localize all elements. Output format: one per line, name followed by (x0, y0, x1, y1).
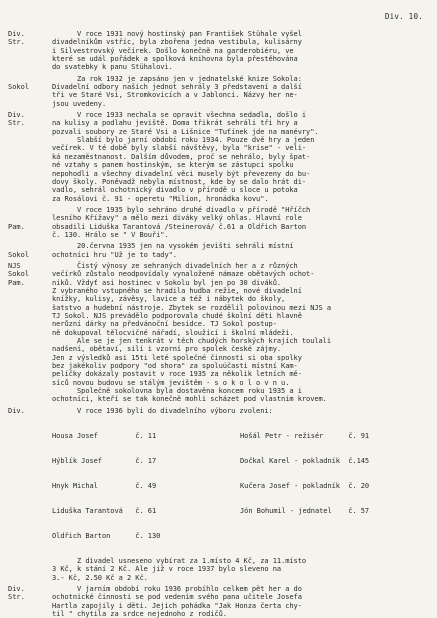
paragraph-committee-1936 (8, 407, 429, 582)
paragraph-text: V jarním období roku 1936 probíhlo celkem pět her a do ochotnické činnosti se pod vedením svého pana učitele Josefa Hartla zapojily i děti. Jejich pohádka "Jak Honza čerta chy- til " chytila za srdce nejednoho z rodičů. (52, 585, 302, 618)
paragraph-1932 (8, 75, 429, 108)
committee-members (52, 415, 429, 557)
paragraph-text: 20.června 1935 jen na vysokém jevišti sehráli místní ochotníci hru "Už je to tady". (52, 242, 294, 259)
committee-member: Dočkal Karel - pokladník č.145 (240, 456, 370, 465)
committee-member: Hošál Petr - režisér č. 91 (240, 431, 370, 440)
committee-member: Jón Bohumil - jednatel č. 57 (240, 506, 370, 515)
page-number: Div. 10. (384, 12, 423, 21)
admission-prices: Z divadel usneseno vybírat za 1.místo 4 Kč, za 11.místo 3 Kč, k stání 2 Kč. Ale již v roce 1937 bylo sleveno na 3.- Kč, 2.50 Kč a 2 Kč. (52, 556, 307, 582)
margin-note: Sokol (8, 250, 30, 259)
committee-member: Housa Josef č. 11 (52, 431, 157, 440)
committee-column-right (240, 415, 369, 557)
committee-member: Oldřich Barton č. 130 (52, 531, 161, 540)
paragraph-text: V roce 1933 nechala se opravit všechna sedadla, došlo i na kulisy a podlahu jeviště. Doma třikrát sehráli tři hry a pozvali soubory ze Staré Vsi a Lišnice "Tuťínek jde na manévry". Slabší bylo jarní období roku 1934. Pouze dvě hry a jeden večírek. V té době byly slabší návštěvy, byla "krise" - veli- ká nezaměstnanost. Dalším důvodem, proč se nehrálo, byly špat- né vztahy s panem hostinským, se kterým se zástupci spolku nepohodli a všechny divadelní věci musely být převezeny do bu- dovy školy. Poněvadž nebyla místnost, kde by se dalo hrát di- vadlo, sehrál ochotnický divadlo v přírodě u sloce u potoka za Rosálovi č. 91 - operetu "Milion, hronádka kovu". (52, 111, 319, 203)
committee-member: Hýblík Josef č. 17 (52, 456, 157, 465)
committee-member: Hnyk Michal č. 49 (52, 481, 157, 490)
paragraph-1931 (8, 30, 429, 72)
paragraph-text: V roce 1935 bylo sehráno druhé divadlo v přírodě "Hříčch lesního Křížavy" a mělo mezi diváky velký ohlas. Hlavní role obsadili Liduška Tarantová /Steinerová/ č.61 a Oldřich Barton č. 130. Hrálo se " V Bouři". (52, 205, 311, 239)
paragraph-text: V roce 1931 nový hostinský pan František Stühale vyšel divadelníkům vstříc, byla zbořena jedna vestibula, kulisárny i Silvestrovský večírek. Došlo konečně na garderobiéru, ve které se udál pořádek a spolková knihovna byla přestěhována do svatebky k panu Stühalovi. (52, 30, 302, 72)
committee-column-left (52, 415, 240, 557)
margin-note: Div. Str. (8, 30, 25, 47)
committee-block (52, 407, 429, 582)
paragraph-1933 (8, 111, 429, 203)
page-content (8, 30, 429, 618)
paragraph-june-1935 (8, 242, 429, 259)
margin-note: Div. Str. (8, 585, 25, 602)
paragraph-text: Čistý výnosy ze sehraných divadelních her a z různých večírků zůstalo neodpovídaly vynaložené námaze obětavých ochot- níků. Vždyť asi hostinec v Sokolu byl jen po 30 diváků. Z vybraného vstupného se hradila hudba režie, nové divadelní knížky, kulisy, závěsy, lavice a též i nábytek do školy, šatstvo a hudební nástroje. Zbytek se rozdělil polovinou mezi NJS a TJ Sokol. NJS prevádělo podporovala chudé školní děti hlavně nerůzní dárky na předvánoční besídce. TJ Sokol postup- ně dokupoval tělocvičné nářadí, sloužící i školní mládeži. Ale se je jen tenkrát v těch chudých horských krajích toulali nadšení, obětaví, silí i vzorní pro spolek české zájmy. Jen z výsledků asi 15ti leté společné činnosti si oba spolky bez jakékoliv podpory "od shora" za spoluúčasti místní Kam- pelíčky dokázaly postavit v roce 1935 za několik letních mě- síců novou budovu se stálým jevištěm - s o k o l o v n u. Společně sokolovna byla dostavěna koncem roku 1935 a i ochotníci, kteří se tak konečně mohli scházet pod vlastním krovem. (52, 261, 332, 404)
paragraph-sokolovna (8, 262, 429, 404)
committee-intro: V roce 1936 byli do divadelního výboru zvoleni: (52, 406, 273, 415)
paragraph-1935 (8, 206, 429, 239)
margin-note: NJS Sokol Pam. (8, 261, 30, 287)
paragraph-text: Za rok 1932 je zapsáno jen v jednatelské knize Sokola: Divadelní odbory našich jednot sehrály 3 představení a další tři ve Staré Vsi, Stromkovicích a v Jablonci. Názvy her ne- jsou uvedeny. (52, 74, 302, 108)
margin-note: Sokol (8, 83, 30, 92)
margin-note: Div. (8, 406, 25, 415)
paragraph-spring-1936 (8, 585, 429, 618)
margin-note: Div. Str. (8, 111, 25, 128)
margin-note: Pam. (8, 222, 25, 231)
committee-member: Liduška Tarantová č. 61 (52, 506, 157, 515)
committee-member: Kučera Josef - pokladník č. 20 (240, 481, 370, 490)
